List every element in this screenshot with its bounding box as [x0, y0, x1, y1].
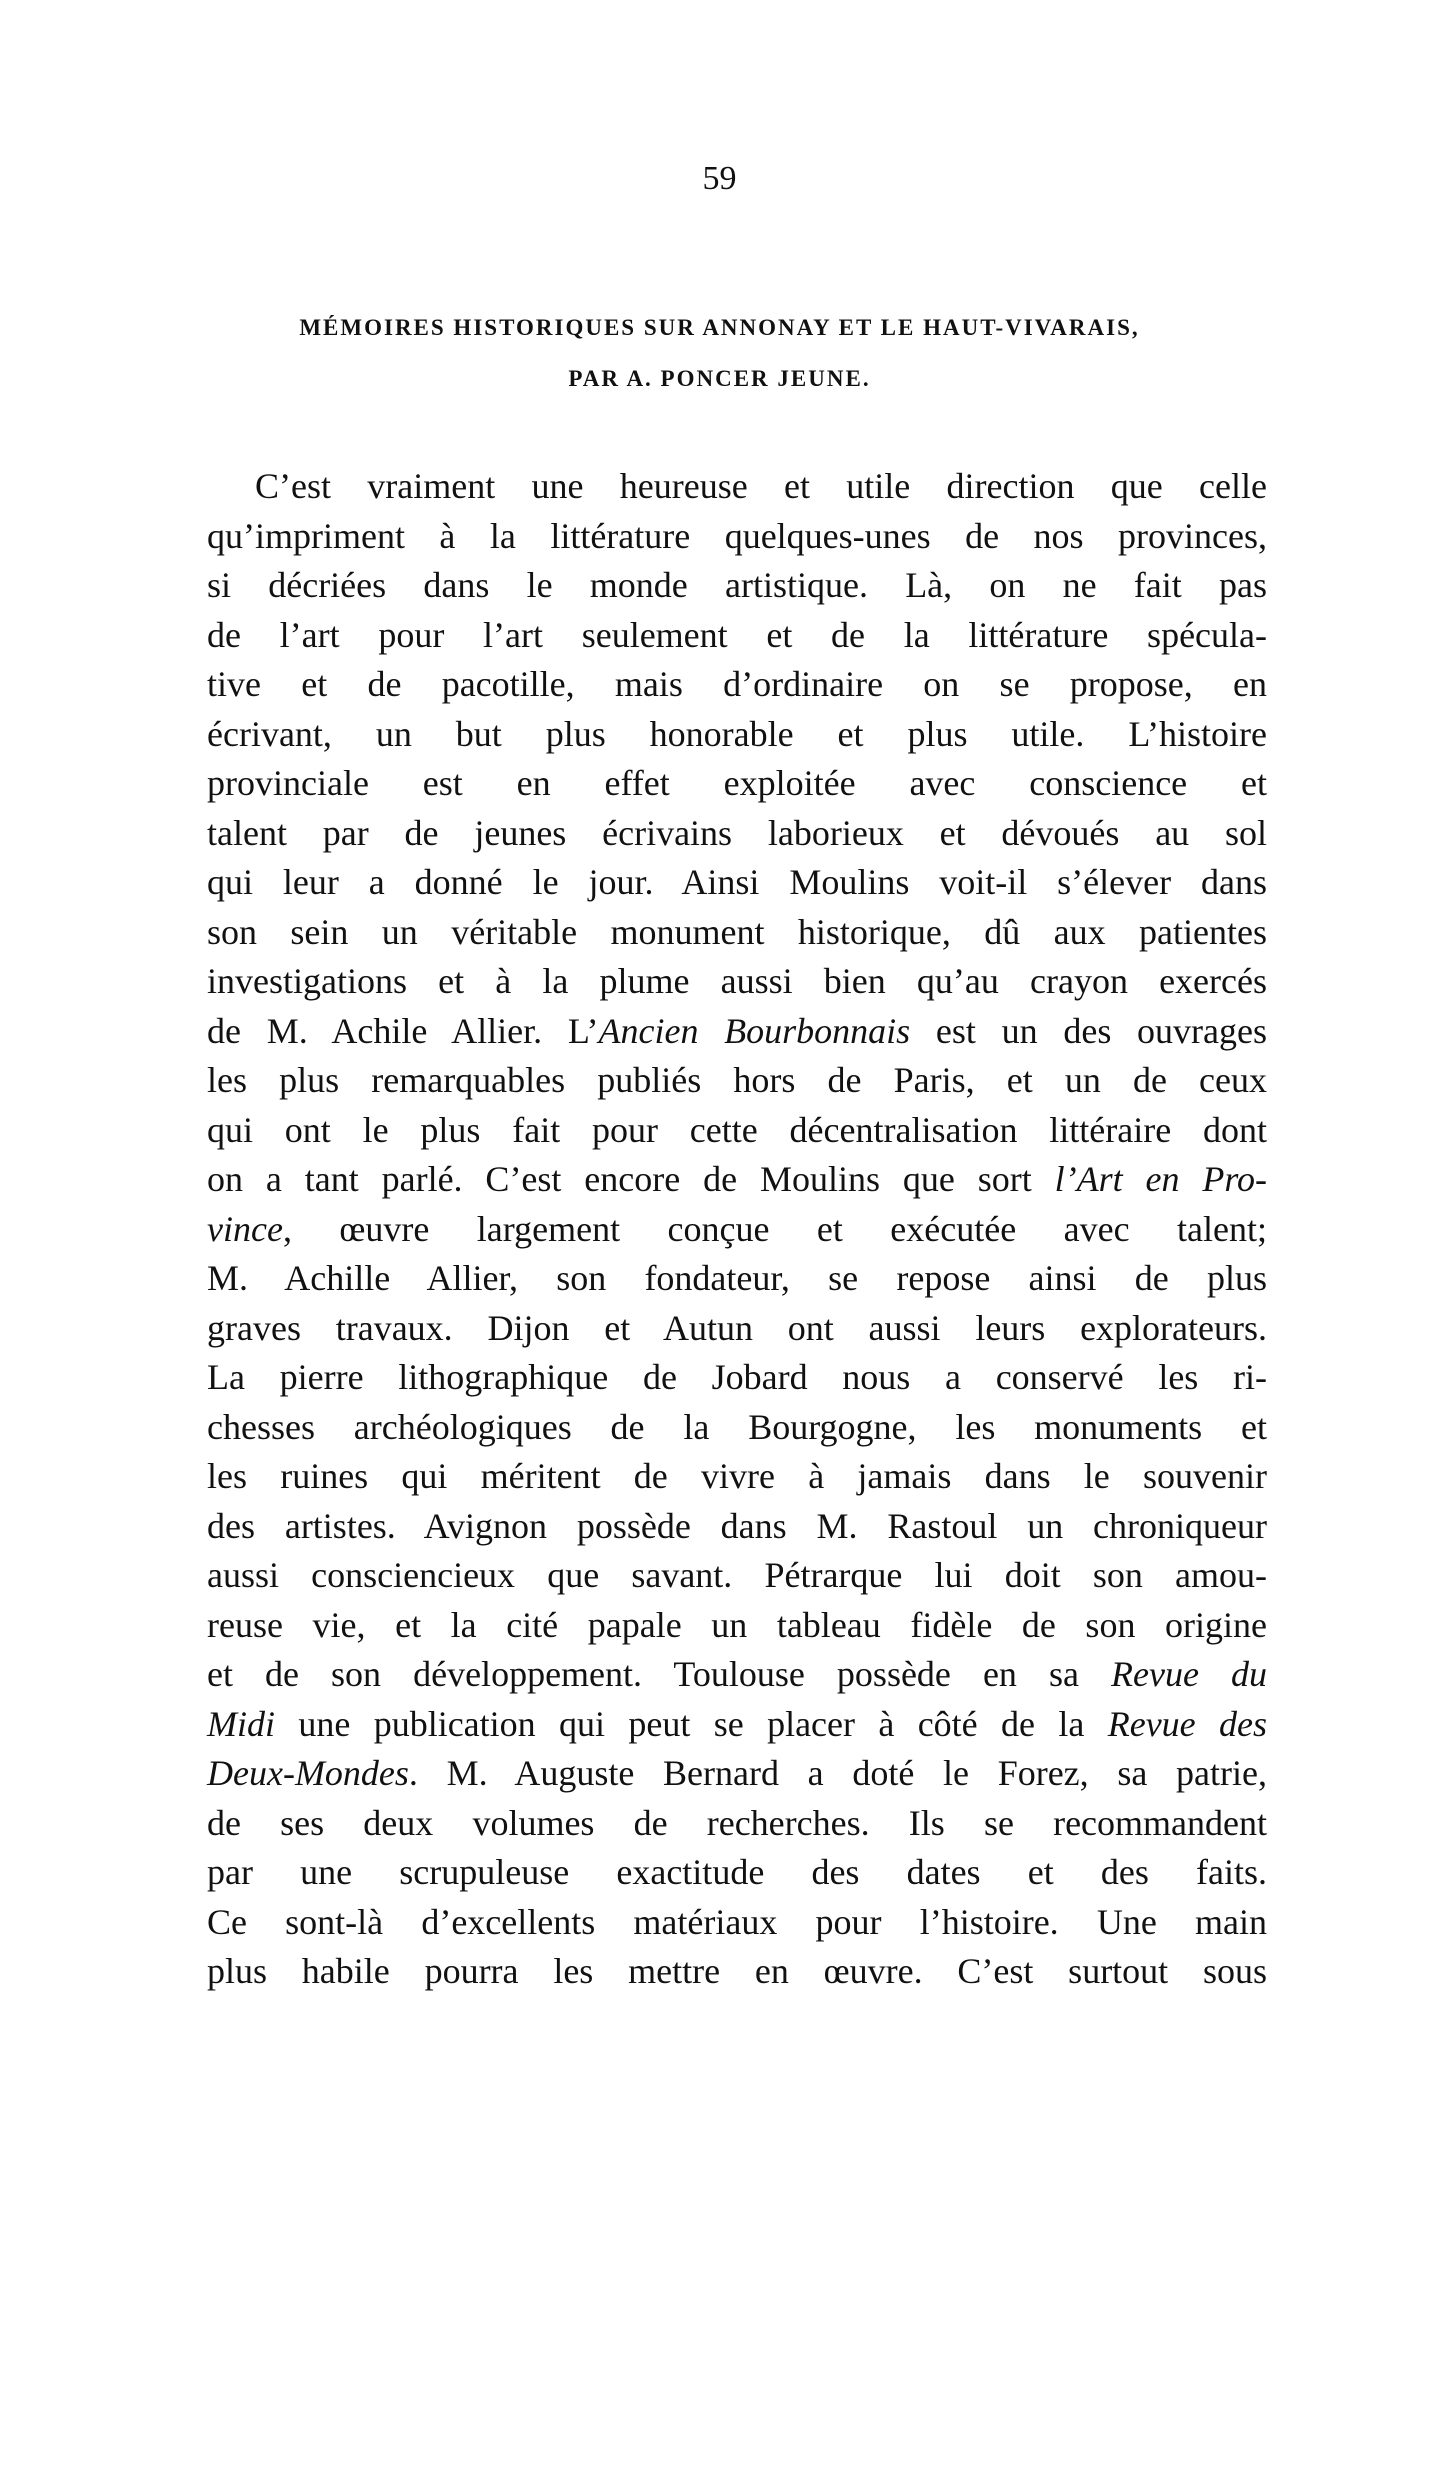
italic-title: l’Art en Pro-	[1054, 1159, 1267, 1199]
text-line: les ruines qui méritent de vivre à jamais dans le souvenir	[207, 1456, 1267, 1496]
text-line	[207, 1007, 1267, 1057]
text-line: M. Achille Allier, son fondateur, se repose ainsi de plus	[207, 1258, 1267, 1298]
text-line: les plus remarquables publiés hors de Paris, et un de ceux	[207, 1060, 1267, 1100]
text-line: tive et de pacotille, mais d’ordinaire on se propose, en	[207, 664, 1267, 704]
text-line: de ses deux volumes de recherches. Ils se recommandent	[207, 1802, 1267, 1843]
body-text	[207, 462, 1267, 1997]
text-line: qu’impriment à la littérature quelques-unes de nos provinces,	[207, 515, 1267, 556]
text-line: qui leur a donné le jour. Ainsi Moulins voit-il s’élever dans	[207, 862, 1267, 902]
text-line	[207, 1749, 1267, 1799]
text-segment: . M. Auguste Bernard a doté le Forez, sa patrie,	[408, 1753, 1267, 1793]
text-line: écrivant, un but plus honorable et plus utile. L’histoire	[207, 713, 1267, 754]
text-line: des artistes. Avignon possède dans M. Rastoul un chroniqueur	[207, 1505, 1267, 1546]
text-line	[207, 1205, 1267, 1255]
italic-title: vince	[207, 1208, 283, 1249]
text-segment: on a tant parlé. C’est encore de Moulins que sort	[207, 1159, 1055, 1199]
text-segment: et de son développement. Toulouse possède en sa	[207, 1654, 1112, 1694]
text-line: chesses archéologiques de la Bourgogne, les monuments et	[207, 1406, 1267, 1447]
text-line	[207, 1155, 1267, 1205]
text-line: qui ont le plus fait pour cette décentralisation littéraire dont	[207, 1109, 1267, 1150]
text-line: C’est vraiment une heureuse et utile direction que celle	[255, 466, 1267, 506]
text-line: son sein un véritable monument historique, dû aux patientes	[207, 911, 1267, 952]
text-line: plus habile pourra les mettre en œuvre. C’est surtout sous	[207, 1951, 1267, 1991]
text-segment: , œuvre largement conçue et exécutée avec talent;	[282, 1208, 1267, 1249]
text-segment: une publication qui peut se placer à côté de la	[275, 1703, 1108, 1744]
text-line: aussi consciencieux que savant. Pétrarque lui doit son amou-	[207, 1555, 1267, 1595]
italic-title: Revue du	[1111, 1654, 1267, 1694]
text-line: par une scrupuleuse exactitude des dates et des faits.	[207, 1852, 1267, 1892]
text-line: investigations et à la plume aussi bien qu’au crayon exercés	[207, 961, 1267, 1001]
text-line: talent par de jeunes écrivains laborieux et dévoués au sol	[207, 812, 1267, 853]
italic-title: Revue des	[1107, 1703, 1267, 1744]
text-line	[207, 1650, 1267, 1700]
text-segment: de M. Achile Allier. L’	[207, 1010, 599, 1051]
text-line: provinciale est en effet exploitée avec conscience et	[207, 763, 1267, 803]
text-line: reuse vie, et la cité papale un tableau fidèle de son origine	[207, 1604, 1267, 1645]
text-line: de l’art pour l’art seulement et de la littérature spécula-	[207, 614, 1267, 655]
text-line: si décriées dans le monde artistique. Là, on ne fait pas	[207, 565, 1267, 605]
italic-title: Deux-Mondes	[207, 1753, 409, 1793]
text-line: La pierre lithographique de Jobard nous a conservé les ri-	[207, 1357, 1267, 1397]
italic-title: Midi	[207, 1703, 275, 1744]
text-segment: est un des ouvrages	[910, 1010, 1268, 1051]
page-number: 59	[702, 160, 737, 197]
article-author: PAR A. PONCER JEUNE.	[568, 366, 871, 391]
article-title: MÉMOIRES HISTORIQUES SUR ANNONAY ET LE HAUT-VIVARAIS,	[299, 315, 1140, 340]
text-line: Ce sont-là d’excellents matériaux pour l’histoire. Une main	[207, 1901, 1267, 1942]
text-line	[207, 1700, 1267, 1750]
text-line: graves travaux. Dijon et Autun ont aussi leurs explorateurs.	[207, 1307, 1267, 1348]
italic-title: Ancien Bourbonnais	[598, 1010, 911, 1051]
